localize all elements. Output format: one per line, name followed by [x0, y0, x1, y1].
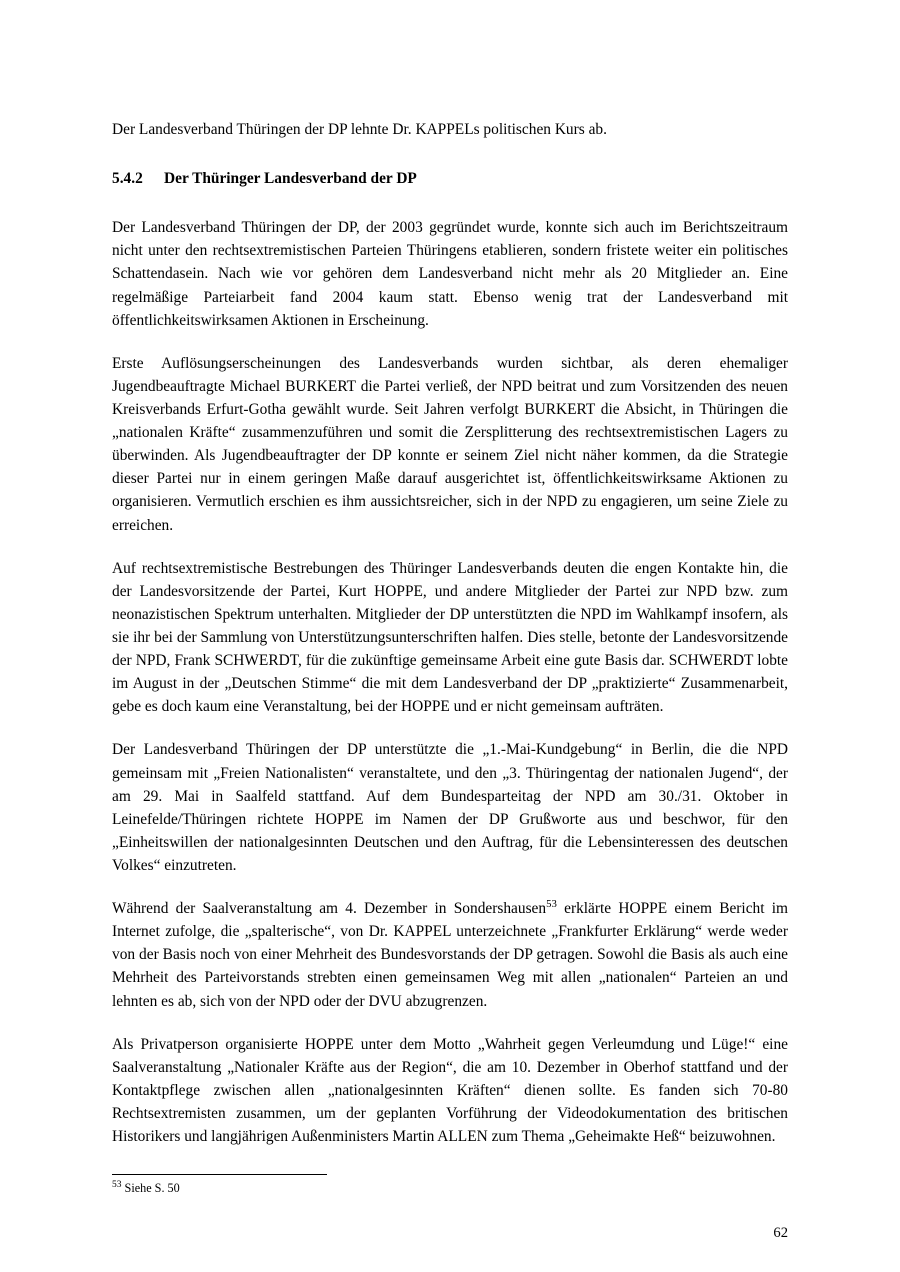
body-paragraph-2: Erste Auflösungserscheinungen des Landesverbands wurden sichtbar, als deren ehemaliger Jugendbeauftragte Michael BURKERT die Partei verließ, der NPD beitrat und zum Vorsitzenden des neuen Kreisverbands Erfurt-Gotha gewählt wurde. Seit Jahren verfolgt BURKERT die Absicht, in Thüringen die „nationalen Kräfte“ zusammenzuführen und somit die Zersplitterung des rechtsextremistischen Lagers zu überwinden. Als Jugendbeauftragter der DP konnte er seinem Ziel nicht näher kommen, da die Strategie dieser Partei nur in einem geringen Maße darauf ausgerichtet ist, öffentlichkeitswirksame Aktionen zu organisieren. Vermutlich erschien es ihm aussichtsreicher, sich in der NPD zu engagieren, um seine Ziele zu erreichen.	[112, 354, 788, 534]
section-title: Der Thüringer Landesverband der DP	[164, 170, 417, 188]
body-paragraph-4: Der Landesverband Thüringen der DP unterstützte die „1.-Mai-Kundgebung“ in Berlin, die die NPD gemeinsam mit „Freien Nationalisten“ veranstaltete, und den „3. Thüringentag der nationalen Jugend“, der am 29. Mai in Saalfeld stattfand. Auf dem Bundesparteitag der NPD am 30./31. Oktober in Leinefelde/Thüringen richtete HOPPE im Namen der DP Grußworte aus und beschwor, für den „Einheitswillen der nationalgesinnten Deutschen und den Auftrag, für die Lebensinteressen des deutschen Volkes“ einzutreten.	[112, 741, 788, 874]
footnote-entry-marker: 53	[112, 1179, 122, 1190]
section-heading	[112, 167, 788, 190]
paragraph-text-before-footnote: Während der Saalveranstaltung am 4. Dezember in Sondershausen	[112, 900, 547, 918]
page-number: 62	[773, 1225, 788, 1241]
body-paragraph-5	[112, 897, 788, 1013]
body-paragraph-6: Als Privatperson organisierte HOPPE unter dem Motto „Wahrheit gegen Verleumdung und Lüge!“ eine Saalveranstaltung „Nationaler Kräfte aus der Region“, die am 10. Dezember in Oberhof stattfand und der Kontaktpflege zwischen allen „nationalgesinnten Kräften“ dienen sollte. Es fanden sich 70-80 Rechtsextremisten zusammen, um der geplanten Vorführung der Videodokumentation des britischen Historikers und langjährigen Außenministers Martin ALLEN zum Thema „Geheimakte Heß“ beizuwohnen.	[112, 1035, 788, 1146]
page-content	[112, 118, 788, 1148]
footnote-entry-text: Siehe S. 50	[121, 1180, 180, 1195]
footnote-area	[112, 1174, 788, 1196]
footnote-entry	[112, 1180, 788, 1196]
body-paragraph-3: Auf rechtsextremistische Bestrebungen des Thüringer Landesverbands deuten die engen Kontakte hin, die der Landesvorsitzende der Partei, Kurt HOPPE, und andere Mitglieder der Partei zur NPD bzw. zum neonazistischen Spektrum unterhalten. Mitglieder der DP unterstützten die NPD im Wahlkampf insofern, als sie ihr bei der Sammlung von Unterstützungsunterschriften halfen. Dies stelle, betonte der Landesvorsitzende der NPD, Frank SCHWERDT, für die zukünftige gemeinsame Arbeit eine gute Basis dar. SCHWERDT lobte im August in der „Deutschen Stimme“ die mit dem Landesverband der DP „praktizierte“ Zusammenarbeit, gebe es doch kaum eine Veranstaltung, bei der HOPPE und er nicht gemeinsam aufträten.	[112, 559, 788, 716]
body-paragraph-1: Der Landesverband Thüringen der DP, der 2003 gegründet wurde, konnte sich auch im Berichtszeitraum nicht unter den rechtsextremistischen Parteien Thüringens etablieren, sondern fristete weiter ein politisches Schattendasein. Nach wie vor gehören dem Landesverband nicht mehr als 20 Mitglieder an. Eine regelmäßige Parteiarbeit fand 2004 kaum statt. Ebenso wenig trat der Landesverband mit öffentlichkeitswirksamen Aktionen in Erscheinung.	[112, 219, 788, 329]
footnote-separator-rule	[112, 1174, 327, 1175]
intro-paragraph: Der Landesverband Thüringen der DP lehnte Dr. KAPPELs politischen Kurs ab.	[112, 121, 607, 138]
section-number: 5.4.2	[112, 170, 143, 188]
footnote-reference-53[interactable]: 53	[546, 897, 557, 910]
paragraph-text-after-footnote: erklärte HOPPE einem Bericht im Internet zufolge, die „spalterische“, von Dr. KAPPEL unterzeichnete „Frankfurter Erklärung“ werde weder von der Basis noch von einer Mehrheit des Bundesvorstands der DP getragen. Sowohl die Basis als auch eine Mehrheit des Parteivorstands strebten einen gemeinsamen Weg mit allen „nationalen“ Parteien an und lehnten es ab, sich von der NPD oder der DVU abzugrenzen.	[112, 900, 788, 1010]
